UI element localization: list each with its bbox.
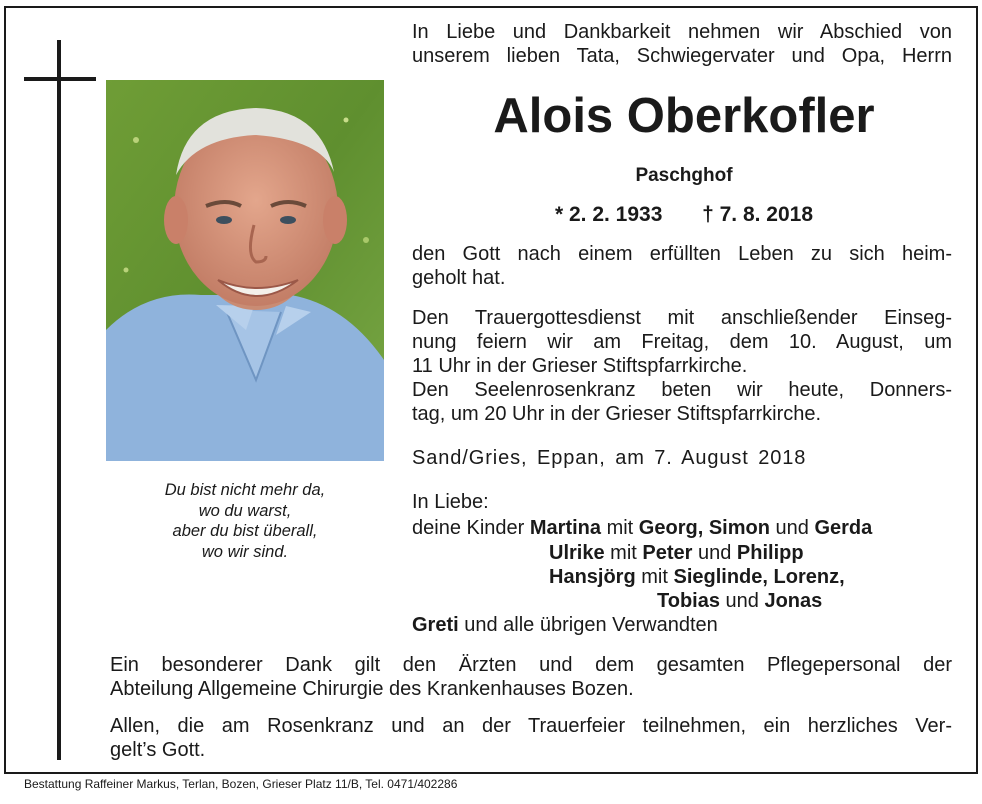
family-name: Georg: [638, 517, 698, 539]
memorial-quote: [106, 480, 384, 562]
family-connector: mit: [641, 566, 668, 588]
death-date: † 7. 8. 2018: [702, 203, 814, 226]
family-name: Sieglinde: [673, 566, 763, 588]
family-name: Gerda: [814, 517, 873, 539]
family-name: Lorenz: [773, 566, 840, 588]
family-name: Philipp: [736, 542, 804, 564]
family-connector: und: [697, 542, 732, 564]
family-line-1: [412, 516, 872, 540]
family-name: Hansjörg: [549, 566, 636, 588]
family-comma: ,: [762, 566, 768, 588]
intro-line: unserem lieben Tata, Schwiegervater und Opa, Herrn: [412, 45, 952, 67]
family-prefix: deine Kinder: [412, 517, 525, 539]
quote-line: wo du warst,: [198, 501, 292, 520]
family-comma: ,: [697, 517, 704, 539]
quote-line: aber du bist überall,: [172, 522, 318, 540]
family-name: Ulrike: [549, 542, 605, 564]
thanks-line: gelt’s Gott.: [110, 739, 206, 761]
funeral-home-footer: Bestattung Raffeiner Markus, Terlan, Bozen, Grieser Platz 11/B, Tel. 0471/402286: [24, 777, 458, 791]
family-connector: mit: [610, 542, 637, 564]
intro-text: [412, 20, 952, 68]
family-heading: In Liebe:: [412, 491, 489, 513]
intro-line: In Liebe und Dankbarkeit nehmen wir Abschied von: [412, 21, 952, 43]
quote-line: Du bist nicht mehr da,: [164, 481, 326, 499]
family-connector: mit: [606, 517, 634, 539]
paragraph-passing: [412, 242, 952, 290]
family-line-3: [549, 565, 845, 589]
life-dates: [406, 202, 962, 228]
thanks-attendees: [110, 714, 952, 762]
place-date: Sand/Gries, Eppan, am 7. August 2018: [412, 447, 807, 469]
birth-date: * 2. 2. 1933: [554, 203, 663, 226]
paragraph-line: den Gott nach einem erfüllten Leben zu sich heim-: [412, 243, 952, 265]
paragraph-line: 11 Uhr in der Grieser Stiftspfarrkirche.: [412, 355, 748, 377]
paragraph-line: Den Seelenrosenkranz beten wir heute, Donners-: [412, 379, 952, 401]
thanks-line: Abteilung Allgemeine Chirurgie des Krankenhauses Bozen.: [110, 678, 634, 700]
family-name: Greti: [412, 614, 459, 636]
quote-line: wo wir sind.: [201, 542, 289, 561]
farm-name: Paschghof: [635, 165, 733, 186]
paragraph-line: tag, um 20 Uhr in der Grieser Stiftspfarrkirche.: [412, 403, 822, 425]
family-line-5: [412, 613, 718, 637]
family-name: Tobias: [657, 590, 720, 612]
family-name: Peter: [642, 542, 693, 564]
thanks-line: Ein besonderer Dank gilt den Ärzten und dem gesamten Pflegepersonal der: [110, 654, 952, 676]
family-connector: und: [775, 517, 809, 539]
portrait-photo: [106, 80, 384, 461]
paragraph-services: [412, 306, 952, 426]
family-name: Jonas: [764, 590, 823, 612]
family-name: Martina: [529, 517, 601, 539]
family-name: Simon: [708, 517, 770, 539]
cross-icon: [57, 40, 61, 760]
family-rest: und alle übrigen Verwandten: [464, 614, 718, 636]
family-line-4: [657, 589, 822, 613]
paragraph-line: nung feiern wir am Freitag, dem 10. August, um: [412, 331, 952, 353]
cross-icon-bar: [24, 77, 96, 81]
family-comma: ,: [839, 566, 845, 588]
thanks-medical: [110, 653, 952, 701]
deceased-name: Alois Oberkofler: [493, 89, 875, 143]
paragraph-line: geholt hat.: [412, 267, 506, 289]
paragraph-line: Den Trauergottesdienst mit anschließender Einseg-: [412, 307, 952, 329]
family-connector: und: [725, 590, 759, 612]
thanks-line: Allen, die am Rosenkranz und an der Trauerfeier teilnehmen, ein herzliches Ver-: [110, 715, 952, 737]
family-line-2: [549, 541, 804, 565]
